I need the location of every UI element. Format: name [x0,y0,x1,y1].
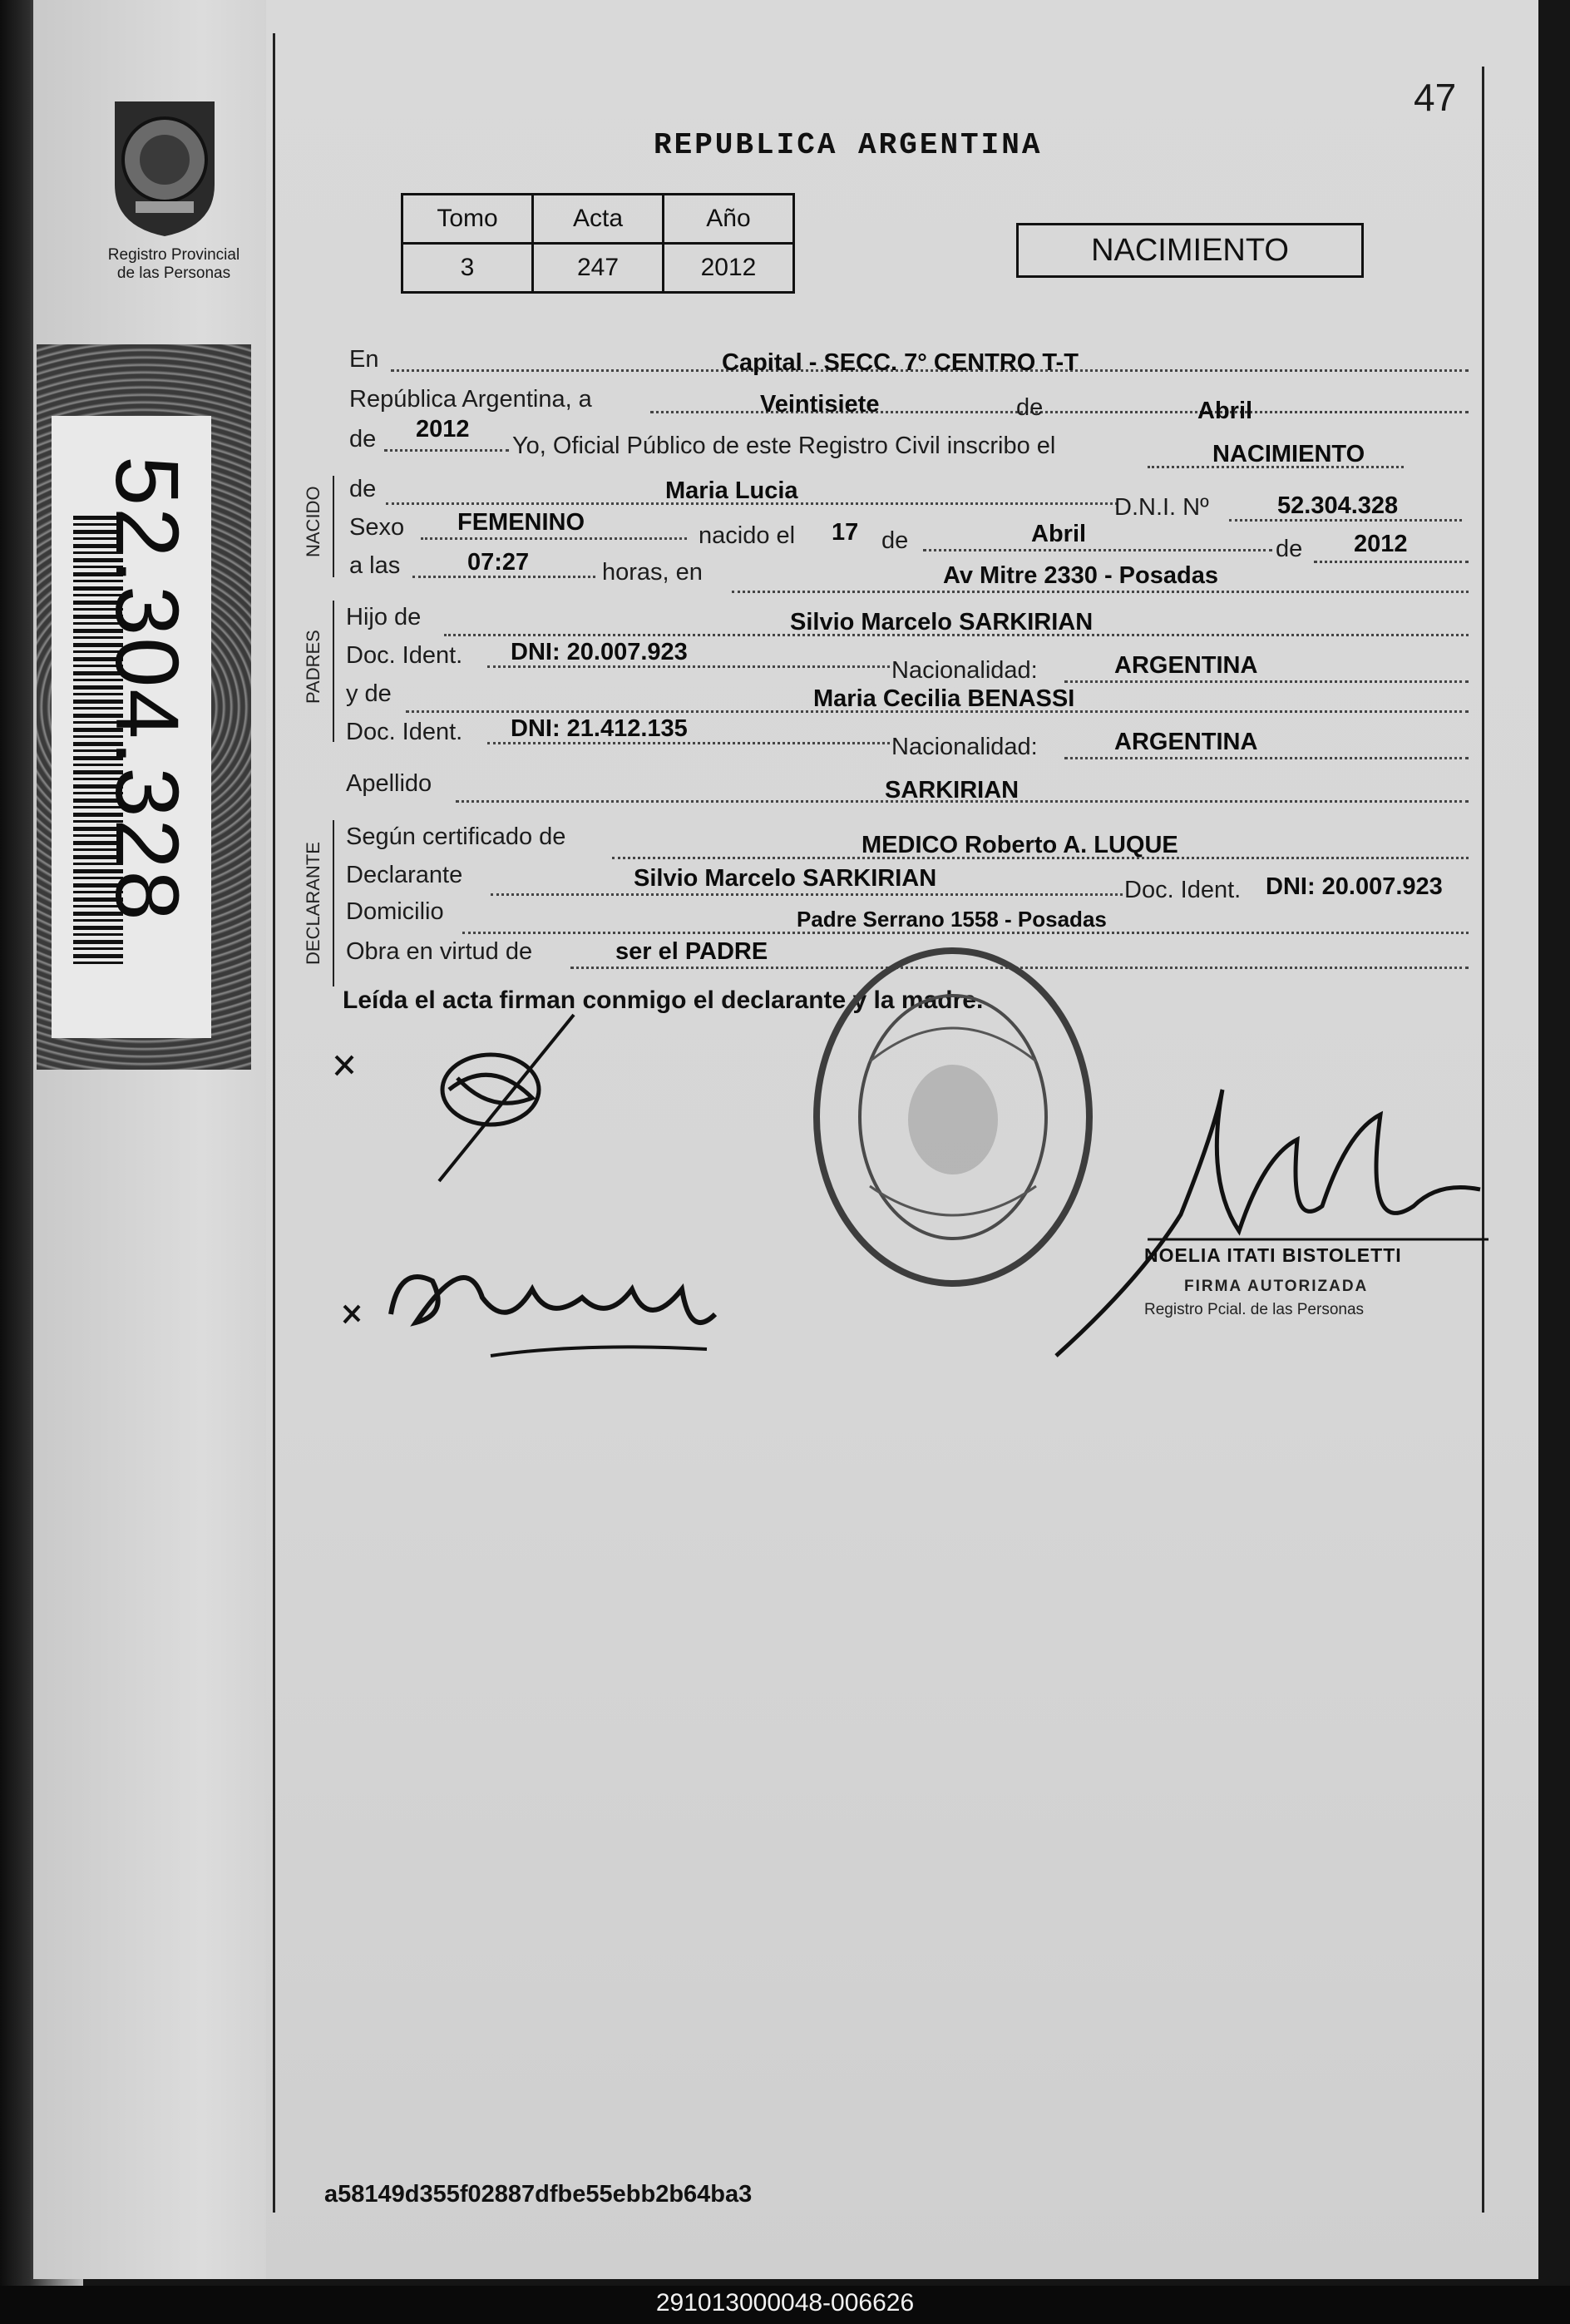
value-declarant-name: Silvio Marcelo SARKIRIAN [634,865,937,892]
value-place: Capital - SECC. 7° CENTRO T-T [722,349,1079,376]
value-declarant-doc: DNI: 20.007.923 [1266,873,1443,900]
value-month: Abril [1197,398,1253,424]
section-rule-nacido [333,476,334,577]
label-dni: D.N.I. Nº [1114,494,1209,521]
label-de-year: de [349,426,377,452]
section-rule-padres [333,601,334,742]
declarant-signature [324,1006,590,1189]
label-nacionalidad-father: Nacionalidad: [891,657,1038,684]
value-child-name: Maria Lucia [665,477,798,504]
table-value-acta: 247 [533,244,664,293]
value-certificate: MEDICO Roberto A. LUQUE [862,832,1178,858]
registry-caption-line1: Registro Provincial [107,246,240,264]
label-segun-certificado: Según certificado de [346,823,566,850]
label-en: En [349,346,379,373]
mother-signature [333,1231,732,1372]
closing-statement: Leída el acta firman conmigo el declarante y la madre. [343,986,984,1014]
dotted-line [1229,519,1462,522]
value-surname: SARKIRIAN [885,777,1020,804]
dotted-line [612,857,1469,859]
registry-caption-line2: de las Personas [116,265,231,282]
value-birth-year: 2012 [1354,531,1408,557]
value-birth-day: 17 [832,519,859,546]
label-doc-ident-father: Doc. Ident. [346,642,463,669]
section-label-nacido: NACIDO [303,486,323,557]
signatory-registry: Registro Pcial. de las Personas [1144,1301,1365,1318]
dotted-line [456,800,1469,803]
section-rule-declarante [333,820,334,986]
label-apellido: Apellido [346,770,432,797]
label-a-las: a las [349,552,401,579]
value-mother-doc: DNI: 21.412.135 [511,715,688,742]
dotted-line [412,576,595,578]
dotted-line [462,932,1469,934]
dotted-line [421,537,687,540]
barcode-number: 52.304.328 [97,456,198,922]
label-domicilio: Domicilio [346,898,444,925]
label-statement: Yo, Oficial Público de este Registro Civil inscribo el [512,433,1056,459]
table-header-anio: Año [664,195,794,244]
record-table [401,193,795,294]
dotted-line [491,893,1123,896]
value-birth-month: Abril [1031,521,1087,547]
registry-logo-caption [86,246,261,283]
label-doc-ident-mother: Doc. Ident. [346,719,463,745]
section-label-padres: PADRES [303,630,323,704]
dotted-line [1314,561,1469,563]
label-de-birthyear: de [1276,536,1303,562]
province-seal-logo [98,93,231,243]
value-year: 2012 [416,416,470,443]
label-y-de: y de [346,680,392,707]
label-de-name: de [349,476,377,502]
page-number: 47 [1414,76,1457,119]
label-de: de [1016,394,1044,421]
label-nacido-el: nacido el [699,522,796,549]
signatory-title: FIRMA AUTORIZADA [1184,1278,1369,1295]
dotted-line [384,449,509,452]
file-id: 291013000048-006626 [655,2289,915,2317]
dotted-line [444,634,1469,636]
value-child-dni: 52.304.328 [1277,492,1399,519]
official-signature [1048,1081,1497,1364]
page-left-rule [273,33,275,2213]
value-basis: ser el PADRE [615,938,768,965]
label-doc-ident-declarant: Doc. Ident. [1124,877,1242,903]
label-nacionalidad-mother: Nacionalidad: [891,734,1038,760]
dotted-line [732,591,1469,593]
dotted-line [1064,757,1469,759]
value-mother-name: Maria Cecilia BENASSI [813,685,1075,712]
label-declarante: Declarante [346,862,463,888]
table-value-tomo: 3 [402,244,533,293]
label-horas-en: horas, en [602,559,703,586]
label-hijo-de: Hijo de [346,604,422,630]
value-father-name: Silvio Marcelo SARKIRIAN [790,609,1094,635]
signatory-name: NOELIA ITATI BISTOLETTI [1144,1244,1402,1266]
value-time: 07:27 [467,549,530,576]
dotted-line [406,710,1469,713]
dotted-line [1064,680,1469,683]
left-page-strip [33,0,274,2279]
value-birth-place: Av Mitre 2330 - Posadas [943,562,1218,589]
value-father-nationality: ARGENTINA [1114,652,1258,679]
table-header-tomo: Tomo [402,195,533,244]
label-de-month: de [881,527,909,554]
value-address: Padre Serrano 1558 - Posadas [797,907,1107,932]
document-type-box: NACIMIENTO [1016,223,1364,278]
label-republica-a: República Argentina, a [349,386,592,413]
value-mother-nationality: ARGENTINA [1114,729,1258,755]
value-sexo: FEMENINO [457,509,585,536]
dotted-line [487,742,890,744]
value-father-doc: DNI: 20.007.923 [511,639,688,665]
section-label-declarante: DECLARANTE [303,842,323,965]
label-sexo: Sexo [349,514,405,541]
dotted-line [923,549,1272,551]
table-value-anio: 2012 [664,244,794,293]
label-obra-en-virtud: Obra en virtud de [346,938,533,965]
table-header-acta: Acta [533,195,664,244]
document-hash: a58149d355f02887dfbe55ebb2b64ba3 [324,2181,753,2208]
value-event: NACIMIENTO [1212,441,1365,467]
document-title: REPUBLICA ARGENTINA [654,128,1043,162]
value-day-words: Veintisiete [760,391,880,418]
dotted-line [487,665,890,668]
